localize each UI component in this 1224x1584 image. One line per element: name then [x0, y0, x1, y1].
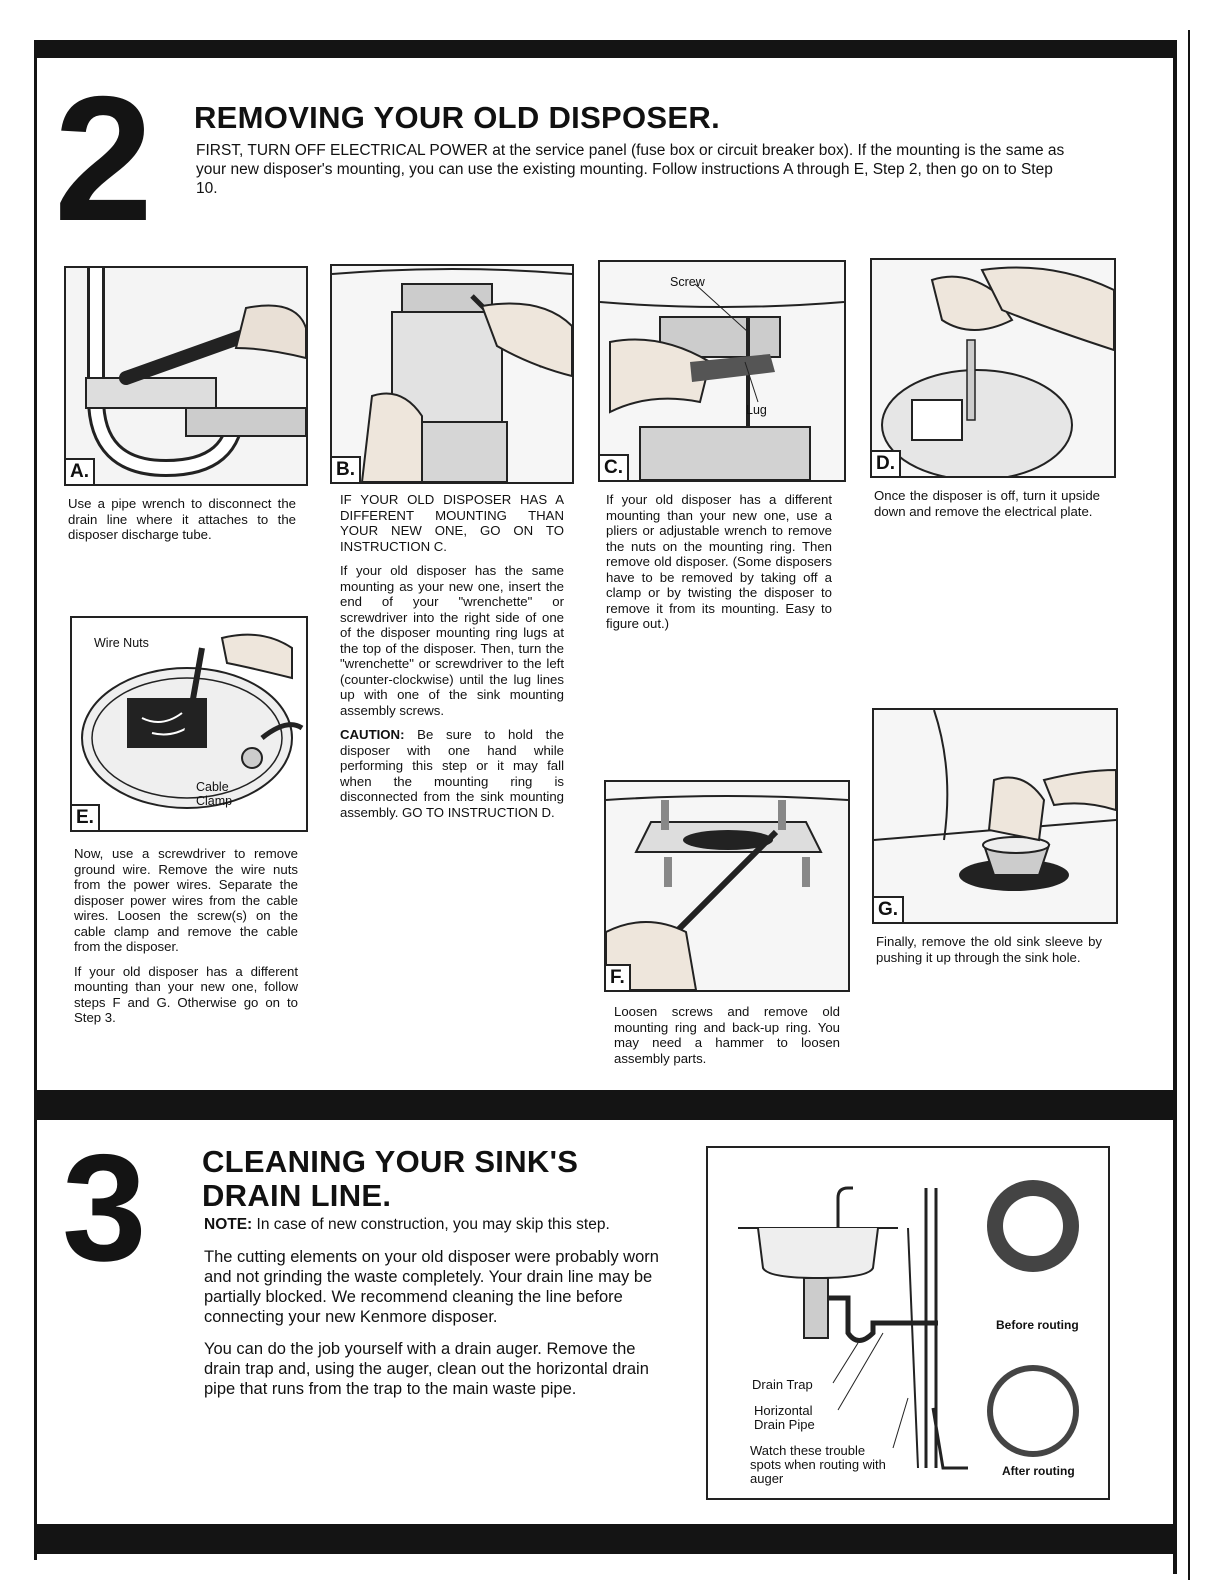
callout-wire-nuts: Wire Nuts [94, 636, 149, 650]
sink-sleeve-illustration [874, 710, 1116, 922]
callout-horizontal-drain-pipe: Horizontal Drain Pipe [754, 1403, 815, 1432]
figure-c-caption: If your old disposer has a different mounting than your new one, use a pliers or adjustable wrench to remove the nuts on the mounting ring. Then remove old disposer. (Some disposers have to be removed by taking off a clamp or by twisting the disposer to remove it from its mounting. Easy to figure out.) [606, 492, 832, 631]
figure-e-caption-note: If your old disposer has a different mounting than your new one, follow steps F and G. Otherwise go on to Step 3. [74, 963, 298, 1025]
figure-a-pipe-wrench [64, 266, 308, 486]
figure-d-label: D. [872, 450, 901, 476]
step3-title-line2: DRAIN LINE. [202, 1178, 392, 1213]
label-before-routing: Before routing [996, 1318, 1079, 1332]
figure-g-caption: Finally, remove the old sink sleeve by pushing it up through the sink hole. [876, 934, 1102, 965]
figure-e-caption [74, 846, 298, 1035]
left-border-step3 [34, 1120, 37, 1560]
figure-a-label: A. [66, 458, 95, 484]
callout-drain-trap: Drain Trap [752, 1377, 813, 1392]
figure-e-wire-nuts [70, 616, 308, 832]
caution-label: CAUTION: [340, 727, 405, 742]
step2-title: REMOVING YOUR OLD DISPOSER. [194, 100, 720, 135]
label-after-routing: After routing [1002, 1464, 1075, 1478]
caution-text: Be sure to hold the disposer with one hand while performing this step or it may fall when the mounting ring is disconnected from the sink mounting assembly. GO TO INSTRUCTION D. [340, 727, 564, 820]
figure-b-caption-heading: IF YOUR OLD DISPOSER HAS A DIFFERENT MOUNTING THAN YOUR NEW ONE, GO ON TO INSTRUCTION C. [340, 492, 564, 554]
figure-c-label: C. [600, 454, 629, 480]
figure-f-mounting-ring [604, 780, 850, 992]
step-number-3: 3 [62, 1123, 142, 1293]
figure-b-caption-body: If your old disposer has the same mounting as your new one, insert the end of your "wrenchette" or screwdriver into the right side of one of the disposer mounting ring lugs at the top of the disposer. Then, turn the "wrenchette" or screwdriver to the left (counter-clockwise) until the lug lines up with one of the sink mounting assembly screws. [340, 563, 564, 718]
step-number-2: 2 [54, 59, 147, 258]
bottom-bar [34, 1524, 1176, 1554]
step3-para1: The cutting elements on your old disposer were probably worn and not grinding the waste completely. Your drain line may be partially blocked. We recommend cleaning the line before connecting your new Kenmore disposer. [204, 1248, 659, 1326]
top-bar [34, 40, 1176, 58]
mounting-ring-illustration [606, 782, 848, 990]
note-label: NOTE: [204, 1216, 253, 1233]
step2-intro: FIRST, TURN OFF ELECTRICAL POWER at the service panel (fuse box or circuit breaker box). If the mounting is the same as your new disposer's mounting, you can use the existing mounting. Follow instructions A through E, Step 2, then go on to Step 10. [196, 142, 1065, 197]
figure-b-label: B. [332, 456, 361, 482]
page-edge-line [1188, 30, 1190, 1580]
figure-g-label: G. [874, 896, 904, 922]
note-text: In case of new construction, you may skip this step. [256, 1216, 610, 1233]
figure-b-wrenchette [330, 264, 574, 484]
step3-para2: You can do the job yourself with a drain auger. Remove the drain trap and, using the auger, clean out the horizontal drain pipe that runs from the trap to the main waste pipe. [204, 1340, 649, 1398]
step3-note [204, 1215, 674, 1235]
callout-screw: Screw [670, 275, 705, 289]
drain-line-diagram [706, 1146, 1110, 1500]
figure-e-caption-body: Now, use a screwdriver to remove ground wire. Remove the wire nuts from the power wires. Separate the disposer power wires from the cable wires. Loosen the screw(s) on the cable clamp and remove the cable from the disposer. [74, 846, 298, 954]
figure-a-caption: Use a pipe wrench to disconnect the drain line where it attaches to the disposer discharge tube. [68, 496, 296, 542]
figure-f-label: F. [606, 964, 631, 990]
callout-lug: Lug [746, 403, 767, 417]
figure-d-caption: Once the disposer is off, turn it upside down and remove the electrical plate. [874, 488, 1100, 519]
figure-b-caution [340, 727, 564, 820]
pliers-illustration [600, 262, 844, 480]
figure-e-label: E. [72, 804, 100, 830]
electrical-plate-illustration [872, 260, 1114, 476]
figure-f-caption: Loosen screws and remove old mounting ring and back-up ring. You may need a hammer to loosen assembly parts. [614, 1004, 840, 1066]
figure-d-electrical-plate [870, 258, 1116, 478]
figure-g-sink-sleeve [872, 708, 1118, 924]
figure-c-pliers [598, 260, 846, 482]
step3-title-line1: CLEANING YOUR SINK'S [202, 1144, 579, 1179]
middle-bar [34, 1090, 1176, 1120]
left-border-step2 [34, 40, 37, 1090]
callout-cable-clamp: Cable Clamp [196, 780, 233, 808]
pipe-wrench-illustration [66, 268, 306, 484]
right-border [1173, 40, 1177, 1574]
callout-trouble-spots: Watch these trouble spots when routing with auger [750, 1443, 886, 1486]
figure-b-caption [340, 492, 564, 829]
wrenchette-illustration [332, 266, 572, 482]
step3-body [204, 1215, 674, 1411]
